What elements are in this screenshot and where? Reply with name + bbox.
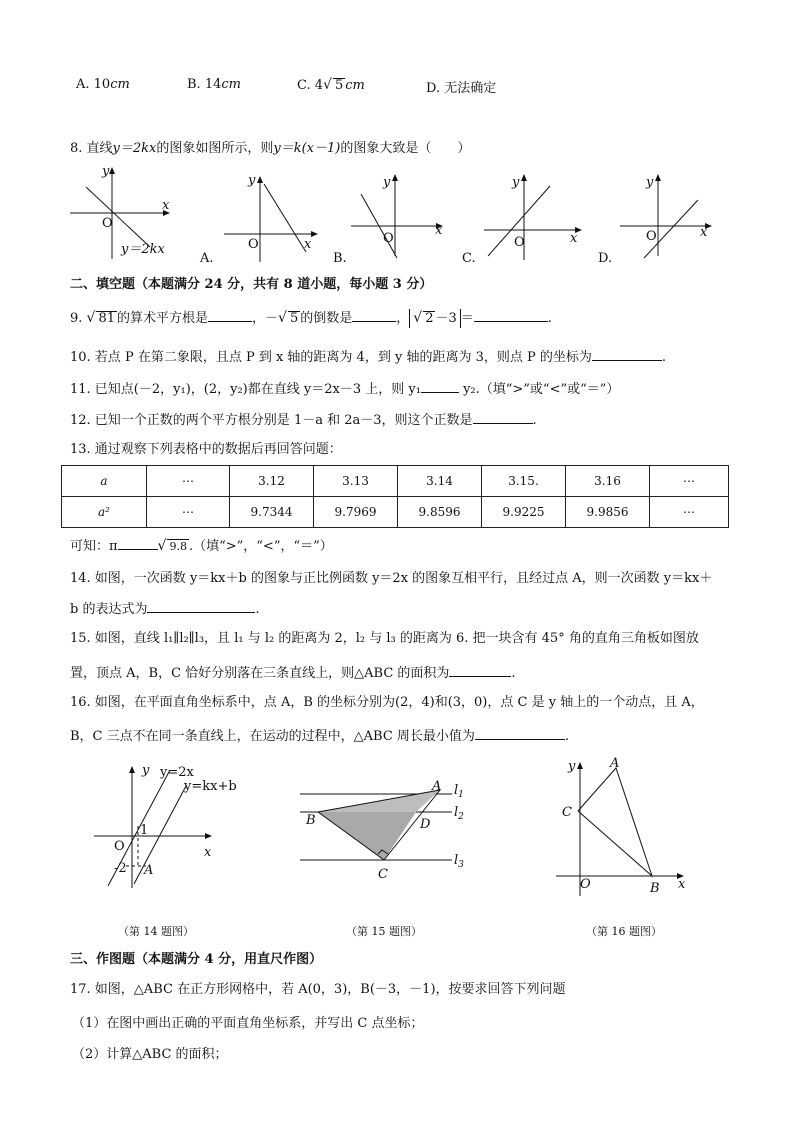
figure-15 xyxy=(300,778,470,883)
svg-text:O: O xyxy=(102,216,113,231)
question-14-line1: 14. 如图，一次函数 y＝kx＋b 的图象与正比例函数 y＝2x 的图象互相平行，且经过点 A，则一次函数 y＝kx＋ xyxy=(70,571,713,586)
svg-text:O: O xyxy=(383,231,394,246)
svg-text:C: C xyxy=(562,805,572,820)
svg-text:y: y xyxy=(646,175,654,190)
table-cell: ⋯ xyxy=(147,497,230,528)
table-cell: 3.14 xyxy=(398,466,482,497)
svg-text:y: y xyxy=(383,175,391,190)
svg-text:A: A xyxy=(610,756,620,771)
option-c: C. 4√ 5 cm xyxy=(297,77,365,93)
svg-text:x: x xyxy=(678,877,686,892)
table-cell: 3.12 xyxy=(230,466,314,497)
table-cell: 9.9225 xyxy=(482,497,566,528)
question-16-line1: 16. 如图，在平面直角坐标系中，点 A，B 的坐标分别为(2，4)和(3，0)，点 C 是 y 轴上的一个动点，且 A， xyxy=(70,695,704,710)
table-cell: ⋯ xyxy=(147,466,230,497)
figure-14-caption: （第 14 题图） xyxy=(118,925,194,938)
svg-text:A: A xyxy=(144,863,154,878)
svg-text:y: y xyxy=(142,763,150,778)
question-15-line1: 15. 如图，直线 l₁∥l₂∥l₃，且 l₁ 与 l₂ 的距离为 2，l₂ 与 l₃ 的距离为 6. 把一块含有 45° 角的直角三角板如图放 xyxy=(70,631,699,646)
svg-text:y=kx+b: y=kx+b xyxy=(184,779,237,794)
svg-text:l2: $l_2$ xyxy=(454,805,464,822)
svg-text:l3: $l_3$ xyxy=(454,853,464,870)
q8-option-d-graph xyxy=(596,170,720,265)
table-cell: 9.9856 xyxy=(566,497,650,528)
table-cell: 9.8596 xyxy=(398,497,482,528)
svg-text:B: B xyxy=(306,813,316,828)
table-cell: ⋯ xyxy=(650,497,729,528)
figure-16 xyxy=(552,756,697,901)
question-16-line2: B，C 三点不在同一条直线上，在运动的过程中，△ABC 周长最小值为 . xyxy=(70,726,569,746)
table-cell: 3.16 xyxy=(566,466,650,497)
question-11: 11. 已知点(－2，y₁)，(2，y₂)都在直线 y＝2x－3 上，则 y₁ y₂.（填“>”或“<”或“＝”） xyxy=(70,379,619,399)
q8-option-c-graph xyxy=(462,170,586,265)
svg-text:x: x xyxy=(570,231,578,246)
question-8: 8. 直线y＝2kx的图象如图所示，则y＝k(x－1)的图象大致是（ ） xyxy=(70,141,471,156)
table-cell: ⋯ xyxy=(650,466,729,497)
svg-text:y=2x: y=2x xyxy=(160,765,194,780)
question-12: 12. 已知一个正数的两个平方根分别是 1－a 和 2a－3，则这个正数是 . xyxy=(70,410,537,430)
table-cell: 9.7969 xyxy=(314,497,398,528)
svg-text:B: B xyxy=(650,881,660,896)
svg-text:y: y xyxy=(248,173,256,188)
svg-text:x: x xyxy=(304,237,312,252)
svg-text:y: y xyxy=(102,164,110,179)
question-15-line2: 置，顶点 A，B，C 恰好分别落在三条直线上，则△ABC 的面积为 . xyxy=(70,663,516,683)
svg-text:B.: B. xyxy=(333,251,347,266)
q8-option-a-graph xyxy=(200,170,318,265)
option-b: B. 14cm xyxy=(187,77,241,92)
svg-text:A: A xyxy=(432,779,442,794)
option-a: A. 10cm xyxy=(76,77,130,92)
figure-16-caption: （第 16 题图） xyxy=(586,925,662,938)
q8-reference-graph xyxy=(66,163,176,263)
svg-text:D: D xyxy=(420,817,431,832)
svg-text:x: x xyxy=(700,225,708,240)
figure-15-caption: （第 15 题图） xyxy=(346,925,422,938)
svg-text:O: O xyxy=(248,237,259,252)
section-3-heading: 三、作图题（本题满分 4 分，用直尺作图） xyxy=(70,952,323,967)
table-cell: a² xyxy=(62,497,147,528)
svg-text:y: y xyxy=(568,759,576,774)
svg-text:A.: A. xyxy=(200,251,214,266)
question-9: 9. √ 81 的算术平方根是 ，－√ 5 的倒数是 ， √ 2 －3 ＝ . xyxy=(70,310,552,326)
svg-text:C: C xyxy=(378,867,388,882)
svg-text:C.: C. xyxy=(462,251,476,266)
svg-text:l1: $l_1$ xyxy=(454,783,464,800)
question-14-line2: b 的表达式为 . xyxy=(70,599,260,619)
figure-14 xyxy=(88,760,237,895)
svg-text:y: y xyxy=(512,175,520,190)
table-row xyxy=(62,466,729,497)
q8-option-b-graph xyxy=(333,170,451,265)
svg-text:1: 1 xyxy=(140,823,149,838)
svg-text:x: x xyxy=(435,223,443,238)
question-10: 10. 若点 P 在第二象限，且点 P 到 x 轴的距离为 4，到 y 轴的距离为 3，则点 P 的坐标为 . xyxy=(70,347,666,367)
svg-text:O: O xyxy=(514,235,525,250)
svg-text:x: x xyxy=(162,198,170,213)
svg-text:O: O xyxy=(646,229,657,244)
table-row xyxy=(62,497,729,528)
table-cell: 3.13 xyxy=(314,466,398,497)
option-d: D. 无法确定 xyxy=(426,81,497,96)
section-2-heading: 二、填空题（本题满分 24 分，共有 8 道小题，每小题 3 分） xyxy=(70,277,433,292)
svg-text:x: x xyxy=(204,845,212,860)
table-cell: 3.15. xyxy=(482,466,566,497)
svg-text:O: O xyxy=(114,839,125,854)
table-cell: a xyxy=(62,466,147,497)
question-13-conclusion: 可知：π √ 9.8 .（填“>”，“<”，“＝”） xyxy=(70,538,333,554)
svg-text:O: O xyxy=(580,877,591,892)
question-17: 17. 如图，△ABC 在正方形网格中，若 A(0，3)，B(－3，－1)，按要求回答下列问题 xyxy=(70,982,566,997)
question-13: 13. 通过观察下列表格中的数据后再回答问题： xyxy=(70,442,342,457)
table-cell: 9.7344 xyxy=(230,497,314,528)
question-17-part1: （1）在图中画出正确的平面直角坐标系，并写出 C 点坐标； xyxy=(72,1016,424,1031)
svg-text:D.: D. xyxy=(598,251,613,266)
svg-text:-2: -2 xyxy=(114,861,127,876)
q13-data-table xyxy=(61,465,729,528)
svg-text:y＝2kx: y＝2kx xyxy=(121,242,165,257)
question-17-part2: （2）计算△ABC 的面积； xyxy=(72,1047,228,1062)
